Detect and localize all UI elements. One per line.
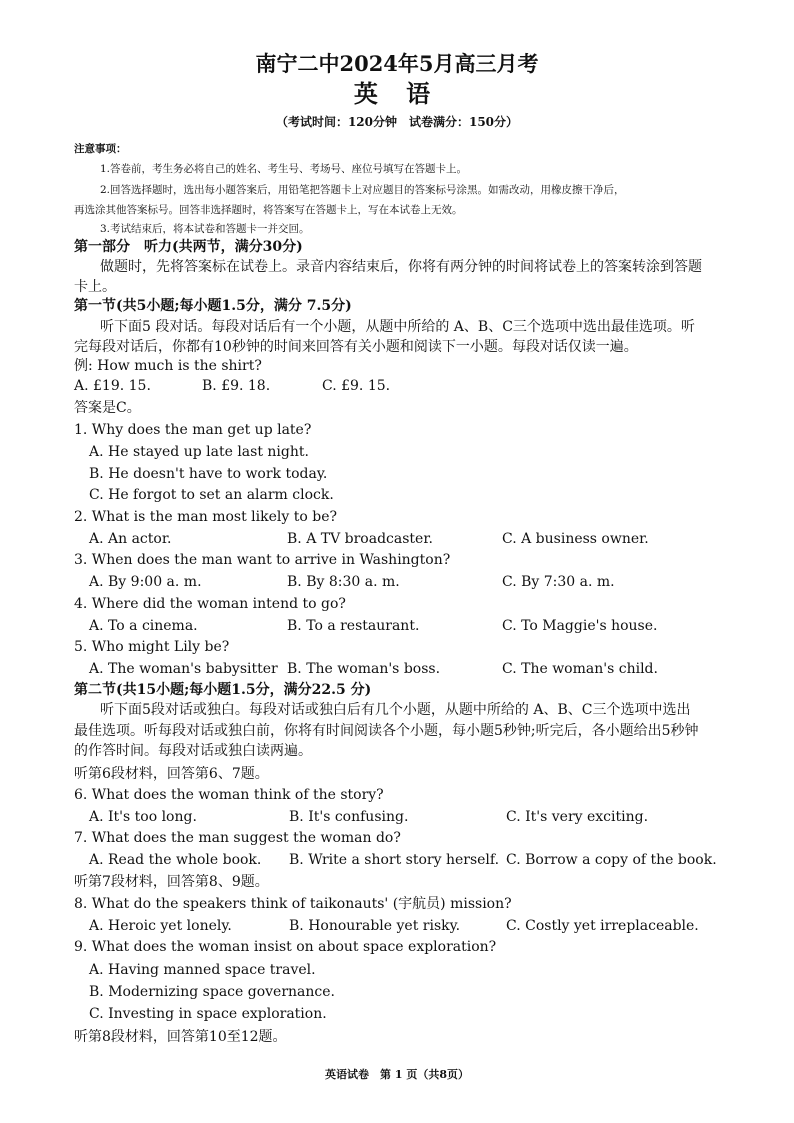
- section2-instruction-cont-2: 的作答时间。每段对话或独白读两遍。: [74, 743, 312, 759]
- q5-option-c: C. The woman's child.: [502, 661, 658, 677]
- question-5: 5. Who might Lily be?: [74, 639, 230, 655]
- example-option-c: C. £9. 15.: [322, 378, 391, 394]
- notice-item-3: 3.考试结束后，将本试卷和答题卡一并交回。: [100, 223, 310, 235]
- q3-option-b: B. By 8:30 a. m.: [287, 574, 400, 590]
- exam-info: （考试时间：120分钟 试卷满分：150分）: [275, 115, 519, 129]
- q6-option-a: A. It's too long.: [89, 809, 197, 825]
- q4-option-a: A. To a cinema.: [89, 618, 198, 634]
- section1-instruction: 听下面5 段对话。每段对话后有一个小题，从题中所给的 A、B、C三个选项中选出最佳选项。听: [100, 319, 695, 335]
- q8-option-b: B. Honourable yet risky.: [289, 918, 461, 934]
- page-footer: 英语试卷 第 1 页（共8页）: [325, 1068, 469, 1081]
- section1-instruction-cont: 完每段对话后，你都有10秒钟的时间来回答有关小题和阅读下一小题。每段对话仅读一遍。: [74, 339, 638, 355]
- material-7-instruction: 听第7段材料，回答第8、9题。: [74, 874, 269, 890]
- notice-item-2: 2.回答选择题时，选出每小题答案后，用铅笔把答题卡上对应题目的答案标号涂黑。如需改动，用橡皮擦干净后，: [100, 184, 625, 196]
- q8-option-c: C. Costly yet irreplaceable.: [506, 918, 699, 934]
- material-6-instruction: 听第6段材料，回答第6、7题。: [74, 766, 269, 782]
- notice-item-2-cont: 再选涂其他答案标号。回答非选择题时，将答案写在答题卡上，写在本试卷上无效。: [74, 204, 463, 216]
- section1-heading: 第一节(共5小题;每小题1.5分，满分 7.5分): [74, 298, 352, 314]
- subject-title: 英 语: [353, 79, 441, 108]
- q8-option-a: A. Heroic yet lonely.: [89, 918, 232, 934]
- part1-instruction: 做题时，先将答案标在试卷上。录音内容结束后，你将有两分钟的时间将试卷上的答案转涂到答题: [100, 259, 702, 275]
- q2-option-c: C. A business owner.: [502, 531, 649, 547]
- material-8-instruction: 听第8段材料，回答第10至12题。: [74, 1029, 287, 1045]
- q7-option-a: A. Read the whole book.: [89, 852, 262, 868]
- question-3: 3. When does the man want to arrive in Washington?: [74, 552, 451, 568]
- exam-title: 南宁二中2024年5月高三月考: [255, 51, 539, 76]
- example-option-b: B. £9. 18.: [202, 378, 271, 394]
- example-option-a: A. £19. 15.: [74, 378, 151, 394]
- q4-option-c: C. To Maggie's house.: [502, 618, 658, 634]
- q2-option-a: A. An actor.: [89, 531, 172, 547]
- q7-option-b: B. Write a short story herself.: [289, 852, 500, 868]
- q6-option-c: C. It's very exciting.: [506, 809, 649, 825]
- q2-option-b: B. A TV broadcaster.: [287, 531, 433, 547]
- question-6: 6. What does the woman think of the story?: [74, 787, 384, 803]
- q9-option-a: A. Having manned space travel.: [89, 962, 316, 978]
- q5-option-a: A. The woman's babysitter: [89, 661, 278, 677]
- question-4: 4. Where did the woman intend to go?: [74, 596, 346, 612]
- section2-instruction-cont-1: 最佳选项。听每段对话或独白前，你将有时间阅读各个小题，每小题5秒钟;听完后，各小题给出5秒钟: [74, 723, 699, 739]
- part1-heading: 第一部分 听力(共两节，满分30分): [74, 239, 303, 255]
- q3-option-a: A. By 9:00 a. m.: [89, 574, 202, 590]
- notice-heading: 注意事项：: [74, 143, 127, 155]
- example-answer: 答案是C。: [74, 400, 141, 416]
- notice-item-1: 1.答卷前，考生务必将自己的姓名、考生号、考场号、座位号填写在答题卡上。: [100, 163, 468, 175]
- example-question: 例: How much is the shirt?: [74, 358, 262, 374]
- q1-option-c: C. He forgot to set an alarm clock.: [89, 487, 334, 503]
- part1-instruction-cont: 卡上。: [74, 279, 116, 295]
- q3-option-c: C. By 7:30 a. m.: [502, 574, 615, 590]
- q9-option-b: B. Modernizing space governance.: [89, 984, 335, 1000]
- q1-option-b: B. He doesn't have to work today.: [89, 466, 328, 482]
- q9-option-c: C. Investing in space exploration.: [89, 1006, 327, 1022]
- section2-instruction: 听下面5段对话或独白。每段对话或独白后有几个小题，从题中所给的 A、B、C三个选项中选出: [100, 702, 691, 718]
- q6-option-b: B. It's confusing.: [289, 809, 409, 825]
- question-8: 8. What do the speakers think of taikonauts' (宇航员) mission?: [74, 896, 512, 912]
- question-1: 1. Why does the man get up late?: [74, 422, 312, 438]
- question-2: 2. What is the man most likely to be?: [74, 509, 337, 525]
- question-7: 7. What does the man suggest the woman do?: [74, 830, 401, 846]
- question-9: 9. What does the woman insist on about space exploration?: [74, 939, 497, 955]
- section2-heading: 第二节(共15小题;每小题1.5分，满分22.5 分): [74, 682, 372, 698]
- q5-option-b: B. The woman's boss.: [287, 661, 441, 677]
- q7-option-c: C. Borrow a copy of the book.: [506, 852, 717, 868]
- q4-option-b: B. To a restaurant.: [287, 618, 420, 634]
- q1-option-a: A. He stayed up late last night.: [89, 444, 309, 460]
